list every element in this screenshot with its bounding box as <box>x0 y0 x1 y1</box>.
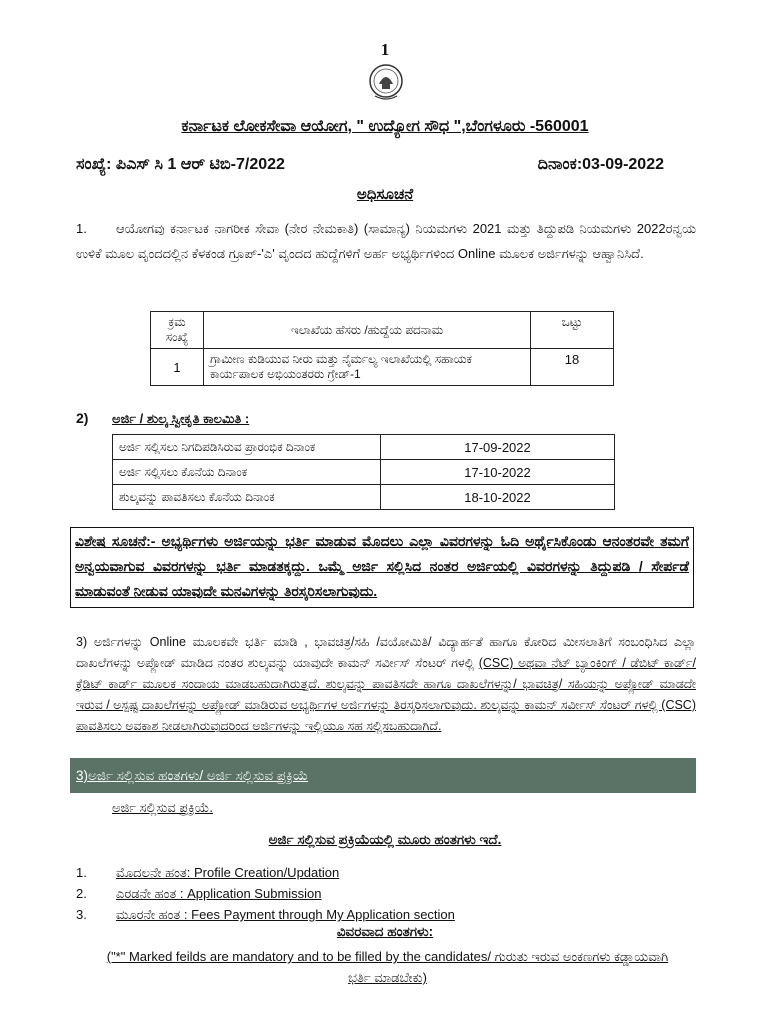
process-label: ಅರ್ಜಿ ಸಲ್ಲಿಸುವ ಪ್ರಕ್ರಿಯೆ. <box>112 800 213 815</box>
process-section-bar <box>70 758 696 793</box>
karnataka-emblem-icon <box>367 62 405 104</box>
header-sl-no: ಕ್ರಮ ಸಂಖ್ಯೆ <box>151 312 204 349</box>
notification-date: ದಿನಾಂಕ:03-09-2022 <box>537 156 664 173</box>
table-row <box>151 349 614 386</box>
reference-number: ಸಂಖ್ಯೆ: ಪಿಎಸ್ ಸಿ 1 ಆರ್ ಟಿಬಿ-7/2022 <box>76 156 285 173</box>
header-dept-post: ಇಲಾಖೆಯ ಹೆಸರು /ಹುದ್ದೆಯ ಪದನಾಮ <box>204 312 531 349</box>
row-sl-no: 1 <box>151 349 204 386</box>
table-row <box>113 485 615 510</box>
table-row <box>113 435 615 460</box>
detailed-steps-heading: ವಿವರವಾದ ಹಂತಗಳು: <box>336 924 434 939</box>
paragraph-1 <box>76 216 696 266</box>
date-label: ಅರ್ಜಿ ಸಲ್ಲಿಸಲು ನಿಗದಿಪಡಿಸಿರುವ ಪ್ರಾರಂಭಿಕ ದಿನಾಂಕ <box>113 435 381 460</box>
list-item <box>76 904 696 925</box>
section-2-heading <box>76 410 249 427</box>
section-2-title: ಅರ್ಜಿ / ಶುಲ್ಕ ಸ್ವೀಕೃತಿ ಕಾಲಮಿತಿ : <box>112 411 250 426</box>
section-2-number: 2) <box>76 410 89 426</box>
paragraph-3-text-b: (CSC) ಅಥವಾ ನೆಟ್ ಬ್ಯಾಂಕಿಂಗ್ / ಡೆಬಿಟ್ ಕಾರ್ಡ್/ ಕ್ರೆಡಿಟ್ ಕಾರ್ಡ್ ಮೂಲಕ ಸಂದಾಯ ಮಾಡಬಹುದಾಗಿರುತ್ತದೆ. ಶುಲ್ಕವನ್ನು ಪಾವತಿಸದೇ ಹಾಗೂ ದಾಖಲೆಗಳನ್ನು/ ಭಾವಚಿತ್ರ/ ಸಹಿಯನ್ನು ಅಪ್ಲೋಡ್ ಮಾಡದೇ ಇರುವ / ಅಸ್ಪಷ್ಟ ದಾಖಲೆಗಳನ್ನು ಅಪ್ಲೋಡ್ ಮಾಡಿರುವ ಅಭ್ಯರ್ಥಿಗಳ ಅರ್ಜಿಗಳನ್ನು ತಿರಸ್ಕರಿಸಲಾಗುವುದು. ಶುಲ್ಕವನ್ನು ಕಾಮನ್ ಸರ್ವೀಸ್ ಸೆಂಟರ್ ಗಳಲ್ಲಿ (CSC) ಪಾವತಿಸಲು ಅವಕಾಶ ನೀಡಲಾಗಿರುವುದರಿಂದ ಅರ್ಜಿಗಳನ್ನು ಇಲ್ಲಿಯೂ ಸಹ ಸಲ್ಲಿಸಬಹುದಾಗಿದೆ. <box>76 656 697 733</box>
paragraph-3 <box>76 632 696 737</box>
step-number: 1. <box>76 865 87 880</box>
step-text: ಮೊದಲನೇ ಹಂತ: Profile Creation/Updation <box>116 865 340 880</box>
paragraph-1-number: 1. <box>76 221 87 236</box>
date-label: ಶುಲ್ಕವನ್ನು ಪಾವತಿಸಲು ಕೊನೆಯ ದಿನಾಂಕ <box>113 485 381 510</box>
page-number: 1 <box>380 40 390 59</box>
date-value: 17-10-2022 <box>381 460 615 485</box>
step-text: ಮೂರನೇ ಹಂತ : Fees Payment through My Application section <box>116 907 455 922</box>
step-number: 3. <box>76 907 87 922</box>
list-item <box>76 862 696 883</box>
row-dept-post: ಗ್ರಾಮೀಣ ಕುಡಿಯುವ ನೀರು ಮತ್ತು ನೈರ್ಮಲ್ಯ ಇಲಾಖೆಯಲ್ಲಿ ಸಹಾಯಕ ಕಾರ್ಯಪಾಲಕ ಅಭಿಯಂತರರು ಗ್ರೇಡ್-1 <box>204 349 531 386</box>
organization-title: ಕರ್ನಾಟಕ ಲೋಕಸೇವಾ ಆಯೋಗ, " ಉದ್ಯೋಗ ಸೌಧ ",ಬೆಂಗಳೂರು -560001 <box>181 118 589 135</box>
process-heading: ಅರ್ಜಿ ಸಲ್ಲಿಸುವ ಪ್ರಕ್ರಿಯೆಯಲ್ಲಿ ಮೂರು ಹಂತಗಳು ಇದೆ. <box>268 832 502 847</box>
process-section-title: 3)ಅರ್ಜಿ ಸಲ್ಲಿಸುವ ಹಂತಗಳು/ ಅರ್ಜಿ ಸಲ್ಲಿಸುವ ಪ್ರಕ್ರಿಯೆ <box>76 768 308 783</box>
table-row <box>113 460 615 485</box>
special-notice-text: ವಿಶೇಷ ಸೂಚನೆ:- ಅಭ್ಯರ್ಥಿಗಳು ಅರ್ಜಿಯನ್ನು ಭರ್ತಿ ಮಾಡುವ ಮೊದಲು ಎಲ್ಲಾ ವಿವರಗಳನ್ನು ಓದಿ ಅರ್ಥೈಸಿಕೊಂಡು ಆನಂತರವೇ ತಮಗೆ ಅನ್ವಯವಾಗುವ ವಿವರಗಳನ್ನು ಭರ್ತಿ ಮಾಡತಕ್ಕದ್ದು. ಒಮ್ಮೆ ಅರ್ಜಿ ಸಲ್ಲಿಸಿದ ನಂತರ ಅರ್ಜಿಯಲ್ಲಿ ವಿವರಗಳನ್ನು ತಿದ್ದುಪಡಿ / ಸೇರ್ಪಡೆ ಮಾಡುವಂತೆ ನೀಡುವ ಯಾವುದೇ ಮನವಿಗಳನ್ನು ತಿರಸ್ಕರಿಸಲಾಗುವುದು. <box>75 533 689 599</box>
post-table <box>150 311 614 386</box>
paragraph-3-text-a: ಅರ್ಜಿಗಳನ್ನು Online ಮೂಲಕವೇ ಭರ್ತಿ ಮಾಡಿ , ಭಾವಚಿತ್ರ/ಸಹಿ /ವಯೋಮಿತಿ/ ವಿದ್ಯಾರ್ಹತೆ ಹಾಗೂ ಕೋರಿದ ಮೀಸಲಾತಿಗೆ ಸಂಬಂಧಿಸಿದ ಎಲ್ಲಾ ದಾಖಲೆಗಳನ್ನು ಅಪ್ಲೋಡ್ ಮಾಡಿದ ನಂತರ ಶುಲ್ಕವನ್ನು ಯಾವುದೇ ಕಾಮನ್ ಸರ್ವೀಸ್ ಸೆಂಟರ್ ಗಳಲ್ಲಿ <box>76 635 696 670</box>
date-label: ಅರ್ಜಿ ಸಲ್ಲಿಸಲು ಕೊನೆಯ ದಿನಾಂಕ <box>113 460 381 485</box>
header-total: ಒಟ್ಟು <box>531 312 614 349</box>
mandatory-fields-note: ("*" Marked feilds are mandatory and to be filled by the candidates/ ಗುರುತು ಇರುವ ಅಂಕಣಗಳು ಕಡ್ಡಾಯವಾಗಿ ಭರ್ತಿ ಮಾಡಬೇಕು) <box>106 949 669 985</box>
row-total: 18 <box>531 349 614 386</box>
list-item <box>76 883 696 904</box>
special-notice-box <box>70 527 694 608</box>
post-table-header <box>151 312 614 349</box>
date-value: 18-10-2022 <box>381 485 615 510</box>
paragraph-3-number: 3) <box>76 635 88 649</box>
step-number: 2. <box>76 886 87 901</box>
paragraph-1-text: ಆಯೋಗವು ಕರ್ನಾಟಕ ನಾಗರೀಕ ಸೇವಾ (ನೇರ ನೇಮಕಾತಿ) (ಸಾಮಾನ್ಯ) ನಿಯಮಗಳು 2021 ಮತ್ತು ತಿದ್ದುಪಡಿ ನಿಯಮಗಳು 2022ರನ್ವಯ ಉಳಿಕೆ ಮೂಲ ವೃಂದದಲ್ಲಿನ ಕೆಳಕಂಡ ಗ್ರೂಪ್-'ಎ' ವೃಂದದ ಹುದ್ದೆಗಳಿಗೆ ಅರ್ಹ ಅಭ್ಯರ್ಥಿಗಳಿಂದ Online ಮೂಲಕ ಅರ್ಜಿಗಳನ್ನು ಆಹ್ವಾನಿಸಿದೆ. <box>76 221 696 261</box>
date-value: 17-09-2022 <box>381 435 615 460</box>
notification-title: ಅಧಿಸೂಚನೆ <box>356 186 414 203</box>
dates-table <box>112 434 615 510</box>
step-text: ಎರಡನೇ ಹಂತ : Application Submission <box>116 886 322 901</box>
steps-list <box>76 862 696 925</box>
